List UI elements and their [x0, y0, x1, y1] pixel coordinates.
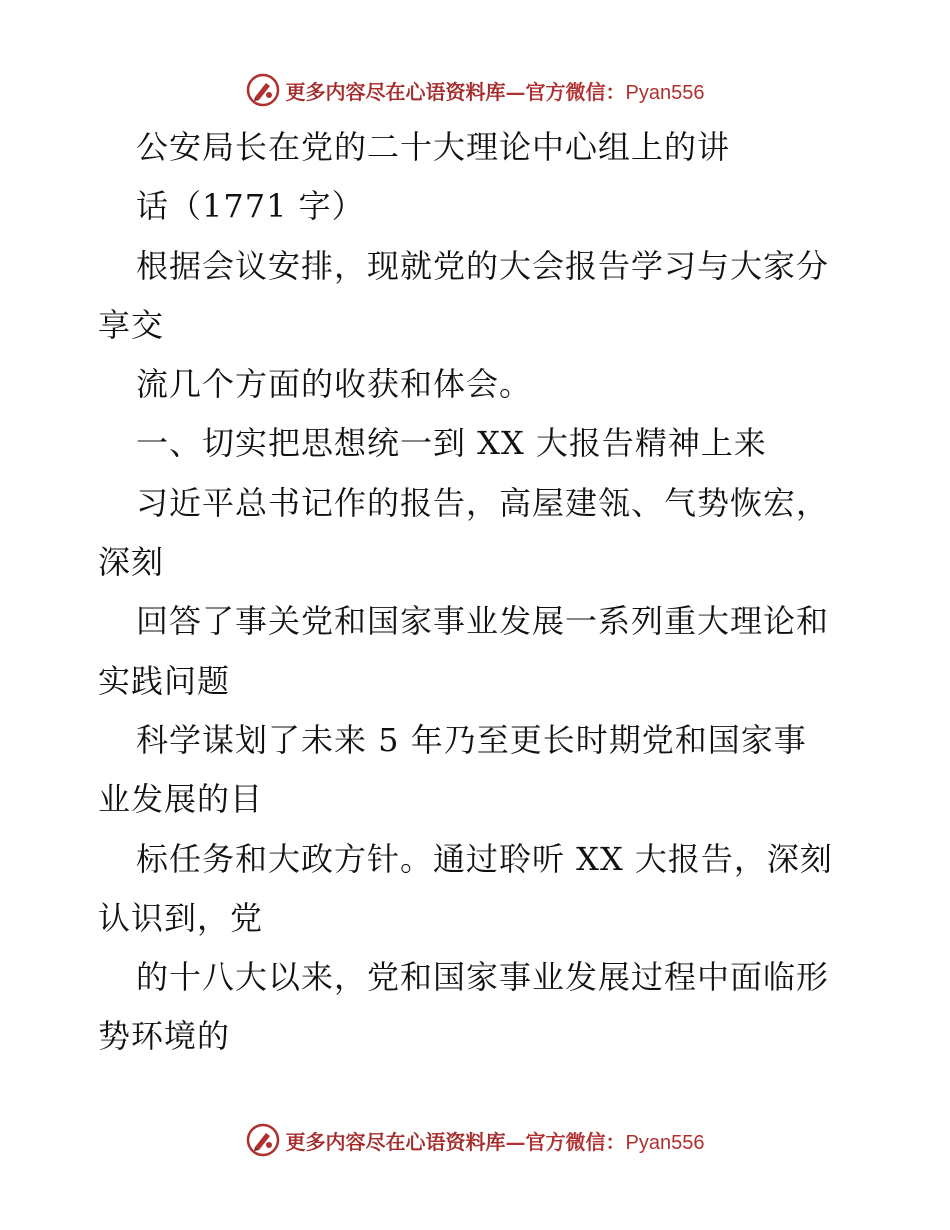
footer-banner-wechat-id: Pyan556	[625, 1131, 705, 1154]
text-line: 势环境的	[98, 1017, 231, 1056]
pen-seal-logo-icon	[246, 73, 280, 107]
header-banner-text: 更多内容尽在心语资料库	[285, 79, 506, 104]
header-banner-separator: —官方微信：	[505, 79, 626, 104]
text-line: 科学谋划了未来 5 年乃至更长时期党和国家事	[136, 720, 807, 759]
footer-banner	[0, 1120, 950, 1160]
pen-seal-logo-icon	[246, 1123, 280, 1157]
text-line: 认识到，党	[98, 898, 264, 937]
header-banner	[0, 70, 950, 110]
text-line: 习近平总书记作的报告，高屋建瓴、气势恢宏，	[136, 483, 830, 522]
header-banner-wechat-id: Pyan556	[625, 81, 705, 104]
text-line: 标任务和大政方针。通过聆听 XX 大报告，深刻	[136, 839, 833, 878]
text-line: 享交	[98, 305, 165, 344]
text-line: 实践问题	[98, 661, 231, 700]
footer-banner-text: 更多内容尽在心语资料库	[285, 1129, 506, 1154]
text-line: 公安局长在党的二十大理论中心组上的讲	[136, 128, 731, 166]
text-line: 的十八大以来，党和国家事业发展过程中面临形	[136, 958, 830, 997]
text-line: 回答了事关党和国家事业发展一系列重大理论和	[136, 602, 830, 641]
text-line: 深刻	[98, 543, 165, 582]
text-line: 根据会议安排，现就党的大会报告学习与大家分	[136, 246, 830, 285]
text-line: 业发展的目	[98, 780, 264, 819]
text-line: 话（1771 字）	[136, 187, 365, 226]
document-body	[98, 118, 858, 1067]
footer-banner-separator: —官方微信：	[505, 1129, 626, 1154]
text-line: 一、切实把思想统一到 XX 大报告精神上来	[136, 424, 767, 463]
text-line: 流几个方面的收获和体会。	[136, 365, 533, 404]
